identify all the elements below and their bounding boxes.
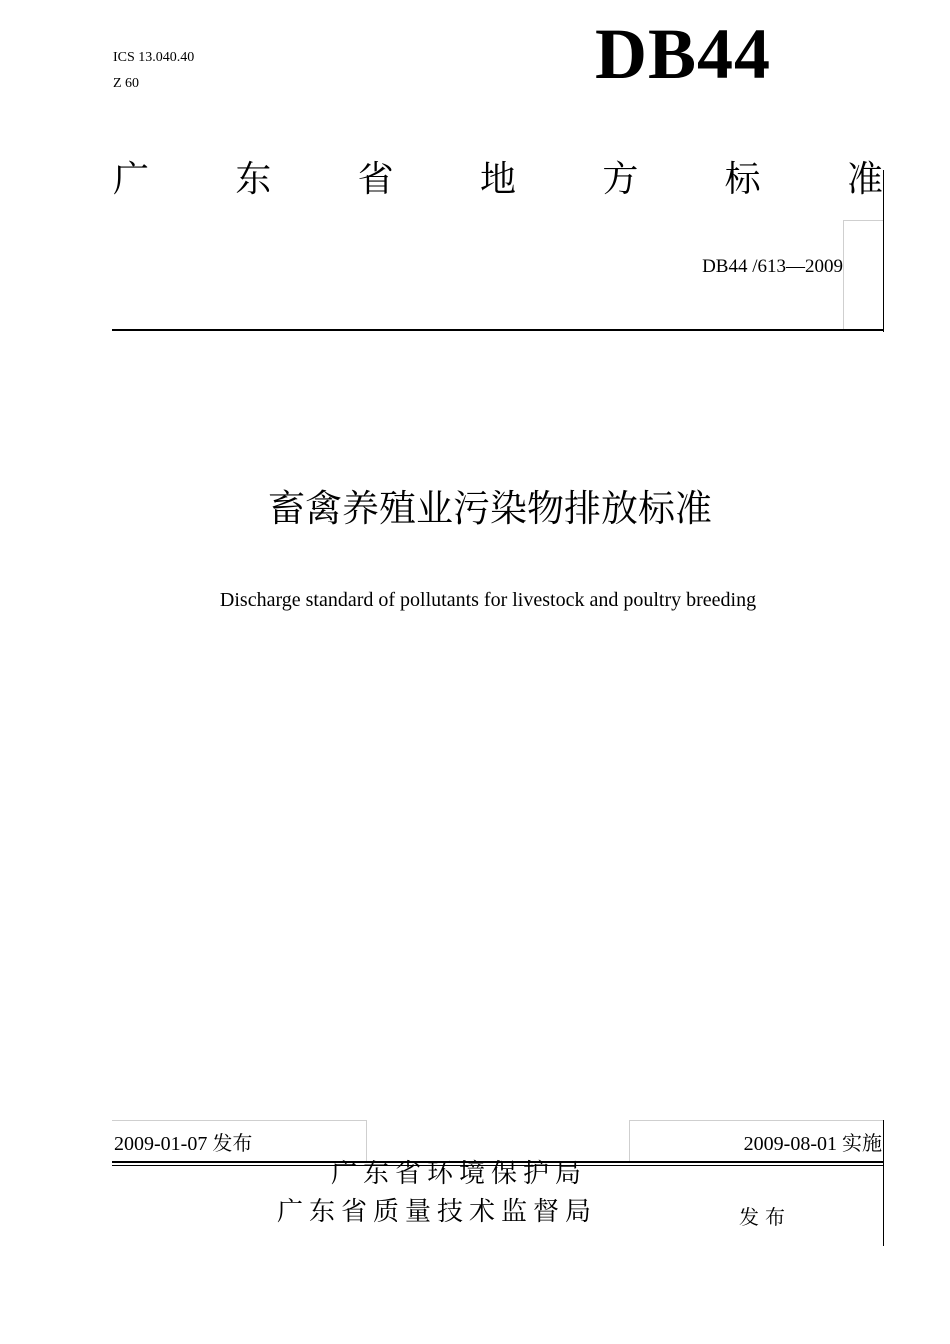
standard-type-char: 省 [357,159,394,200]
publish-label: 发布 [739,1205,791,1229]
standard-type-char: 方 [602,159,639,200]
date-box-top-left [112,1120,366,1121]
issue-date-value: 2009-01-07 [114,1133,208,1155]
standard-mark: DB44 [595,14,772,94]
ics-code: ICS 13.040.40 [113,50,195,65]
date-box-divider-right [629,1120,630,1162]
standard-number: DB44 /613—2009 [702,256,843,277]
standard-type-char: 地 [479,159,516,200]
document-title-cn: 畜禽养殖业污染物排放标准 [268,487,712,530]
date-box-top-right [629,1120,883,1121]
frame-inner-line [843,220,844,330]
issue-date [114,1131,252,1156]
implementation-label: 实施 [842,1131,882,1155]
implementation-date-value: 2009-08-01 [743,1133,837,1155]
document-title-en: Discharge standard of pollutants for livestock and poultry breeding [219,589,757,611]
issue-label: 发布 [212,1131,253,1155]
date-box-divider-left [366,1120,367,1162]
issuer-quality-bureau: 广东省质量技术监督局 [277,1197,598,1227]
standard-type-char: 标 [724,159,761,200]
frame-right-line [883,170,884,332]
standard-type-title [113,155,883,205]
footer-right-line [883,1120,884,1246]
header-divider [112,329,884,331]
frame-inner-top-line [843,220,883,221]
issuer-environment-bureau: 广东省环境保护局 [331,1159,588,1189]
standard-type-char: 广 [113,159,150,200]
standard-type-char: 准 [846,159,883,200]
standard-type-char: 东 [235,159,272,200]
implementation-date [744,1131,882,1156]
classification-code: Z 60 [113,76,140,91]
